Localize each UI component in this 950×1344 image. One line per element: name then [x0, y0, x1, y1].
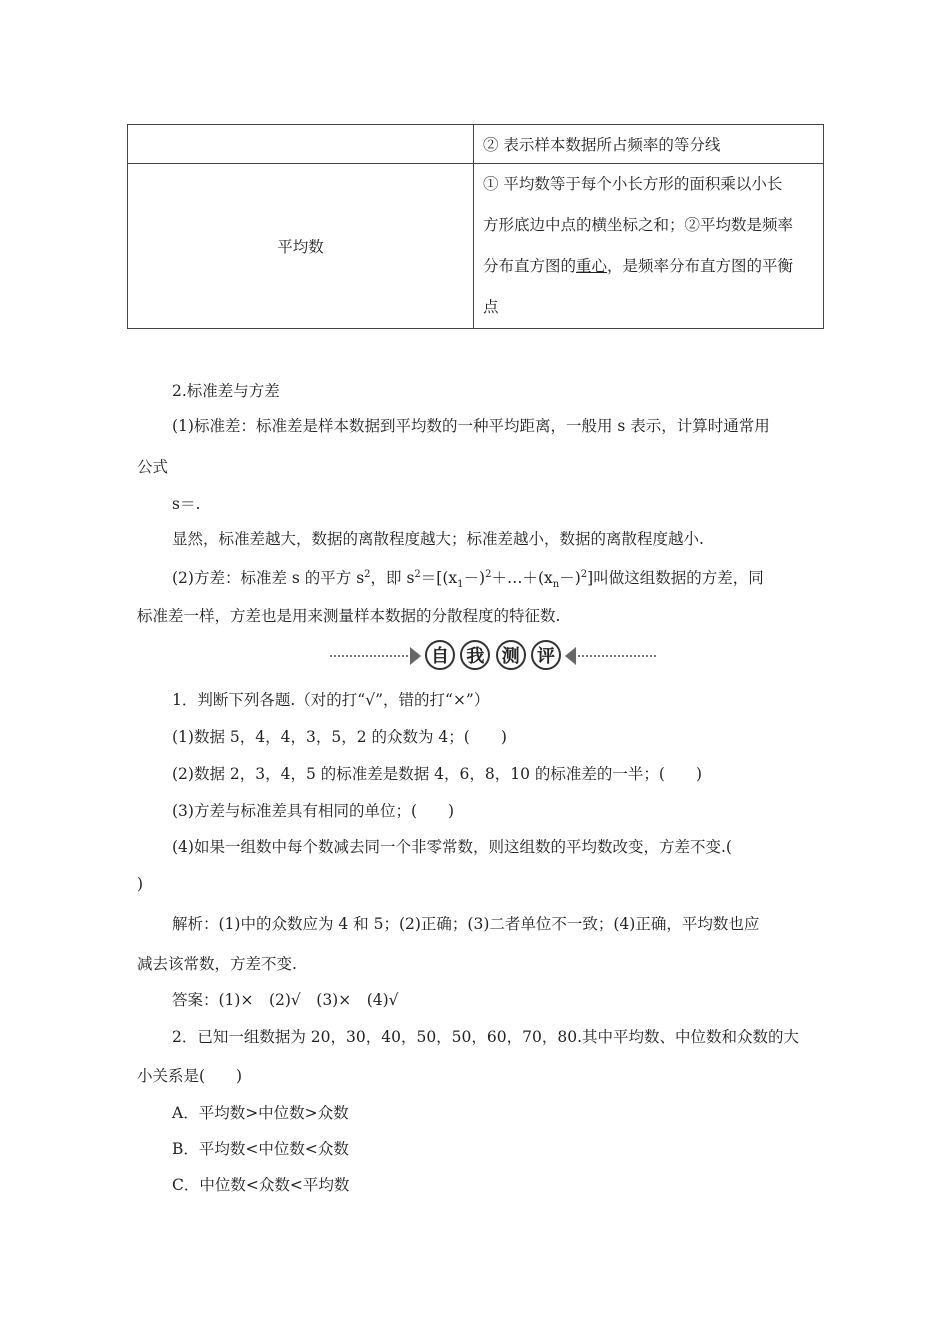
banner-char: 测	[496, 640, 526, 670]
text: －)	[463, 569, 486, 587]
banner-title	[425, 640, 561, 670]
table-cell	[474, 125, 824, 164]
desc-line: 方形底边中点的横坐标之和；②平均数是频率	[483, 216, 794, 234]
question-item: (2)数据 2，3，4，5 的标准差是数据 4，6，8，10 的标准差的一半；( )	[172, 765, 703, 783]
underlined-term: 重心	[576, 257, 608, 275]
option-a: A．平均数>中位数>众数	[172, 1104, 349, 1122]
formula: s＝.	[172, 495, 201, 513]
paragraph: 公式	[137, 458, 169, 476]
answer: 答案：(1)× (2)√ (3)× (4)√	[172, 991, 399, 1009]
question-item: (4)如果一组数中每个数减去同一个非零常数，则这组数的平均数改变，方差不变.(	[172, 838, 732, 856]
mean-label-cell	[128, 164, 474, 329]
superscript: 2	[580, 568, 588, 580]
banner-char: 我	[460, 640, 490, 670]
question-1-title: 1．判断下列各题.（对的打“√”，错的打“×”）	[172, 691, 490, 709]
dotted-line-right	[578, 655, 656, 657]
analysis: 减去该常数，方差不变.	[137, 955, 297, 973]
arrow-right-icon	[410, 647, 421, 665]
desc-line: 点	[483, 298, 499, 316]
option-c: C．中位数<众数<平均数	[172, 1176, 350, 1194]
question-item: (1)数据 5，4，4，3，5，2 的众数为 4；( )	[172, 728, 507, 746]
section-heading: 2.标准差与方差	[172, 382, 280, 400]
text: ，即 s	[370, 569, 415, 587]
desc-line: 分布直方图的	[483, 257, 577, 275]
question-item: )	[137, 875, 144, 893]
variance-paragraph	[172, 566, 764, 590]
option-b: B．平均数<中位数<众数	[172, 1140, 349, 1158]
text: ＋…＋(x	[491, 569, 553, 587]
table-cell-empty	[128, 125, 474, 164]
row1-text: ② 表示样本数据所占频率的等分线	[483, 136, 721, 154]
mean-label: 平均数	[277, 238, 324, 256]
superscript: 2	[364, 568, 371, 580]
frequency-histogram-table	[127, 124, 824, 329]
paragraph: 标准差一样，方差也是用来测量样本数据的分散程度的特征数.	[137, 607, 561, 625]
text: ]叫做这组数据的方差，同	[587, 569, 764, 587]
arrow-left-icon	[565, 647, 576, 665]
subscript: 1	[457, 579, 464, 591]
question-2: 2．已知一组数据为 20，30，40，50，50，60，70，80.其中平均数、中位数和众数的大	[172, 1028, 800, 1046]
superscript: 2	[485, 568, 492, 580]
text: (2)方差：标准差 s 的平方 s	[172, 569, 365, 587]
mean-description-cell	[474, 164, 824, 329]
text: －)	[559, 569, 581, 587]
table-row	[128, 125, 824, 164]
paragraph: 显然，标准差越大，数据的离散程度越大；标准差越小，数据的离散程度越小.	[172, 530, 704, 548]
desc-line: ① 平均数等于每个小长方形的面积乘以小长	[483, 175, 783, 193]
banner-char: 自	[425, 640, 455, 670]
desc-line: ，是频率分布直方图的平衡	[607, 257, 794, 275]
banner-char: 评	[531, 640, 561, 670]
table-row	[128, 164, 824, 329]
self-assessment-banner	[330, 640, 656, 672]
superscript: 2	[414, 568, 421, 580]
analysis: 解析：(1)中的众数应为 4 和 5；(2)正确；(3)二者单位不一致；(4)正确，平均数也应	[172, 915, 760, 933]
subscript: n	[552, 579, 560, 591]
question-2: 小关系是( )	[137, 1067, 243, 1085]
dotted-line-left	[330, 655, 408, 657]
paragraph: (1)标准差：标准差是样本数据到平均数的一种平均距离，一般用 s 表示，计算时通常用	[172, 417, 770, 435]
question-item: (3)方差与标准差具有相同的单位；( )	[172, 802, 455, 820]
mean-description	[483, 164, 815, 328]
text: ＝[(x	[420, 569, 458, 587]
